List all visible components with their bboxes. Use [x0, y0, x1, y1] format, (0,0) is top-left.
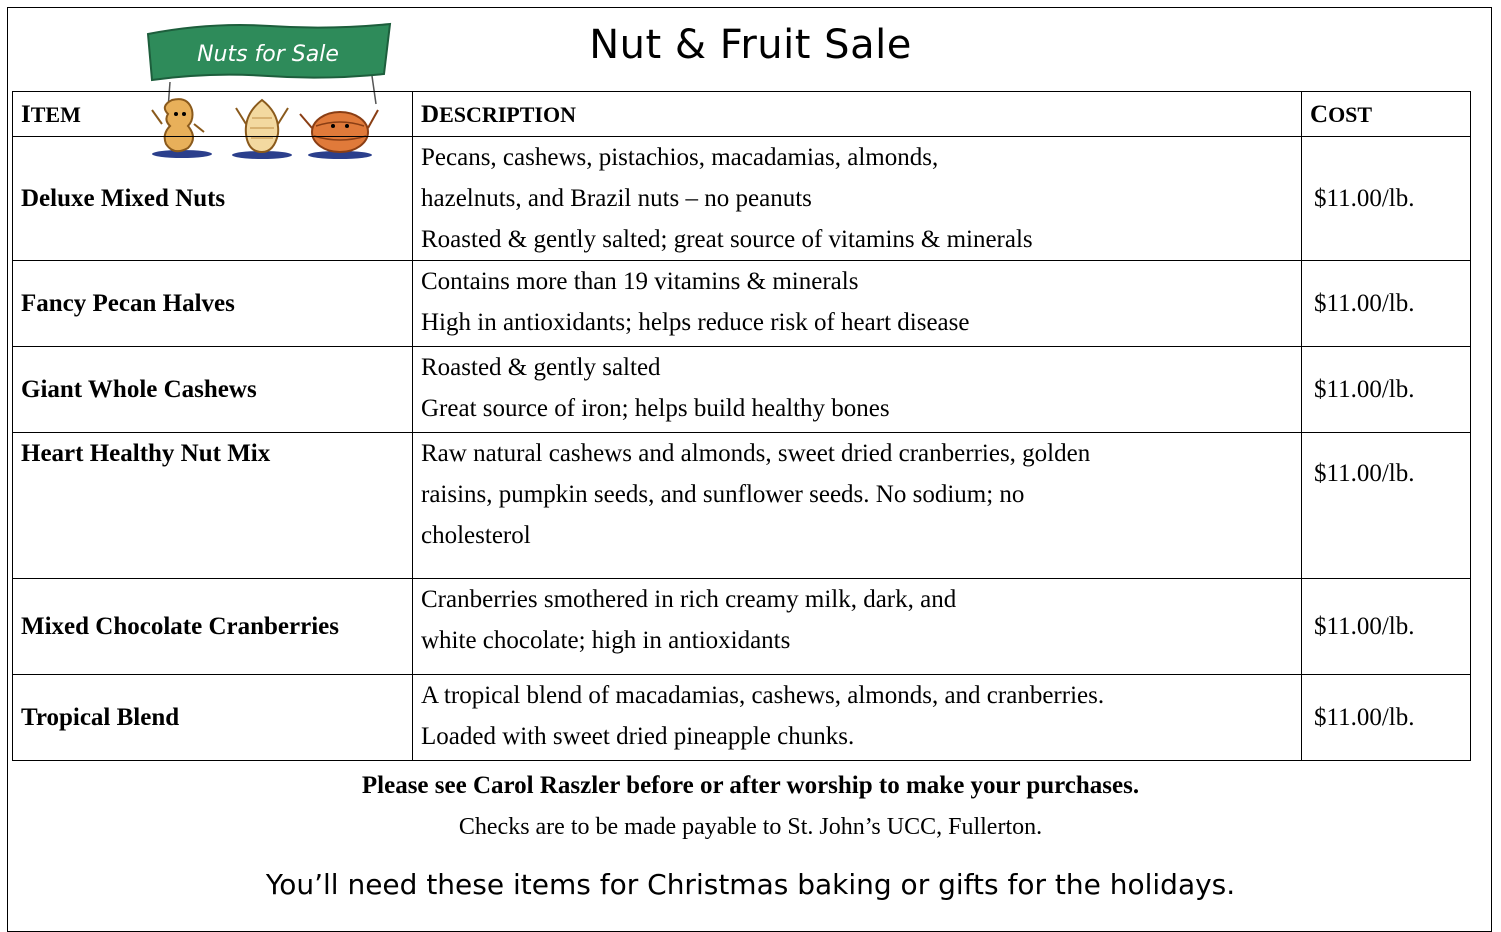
- table-row: [13, 137, 1471, 261]
- header-cost: COST: [1302, 92, 1471, 137]
- item-name: Deluxe Mixed Nuts: [13, 137, 413, 261]
- item-cost: $11.00/lb.: [1302, 347, 1471, 433]
- item-description: Roasted & gently salted Great source of iron; helps build healthy bones: [413, 347, 1302, 433]
- table-row: [13, 675, 1471, 761]
- item-cost: $11.00/lb.: [1302, 579, 1471, 675]
- item-description: Cranberries smothered in rich creamy milk, dark, and white chocolate; high in antioxidants: [413, 579, 1302, 675]
- payment-note: Checks are to be made payable to St. John’s UCC, Fullerton.: [458, 814, 1043, 840]
- item-cost: $11.00/lb.: [1302, 675, 1471, 761]
- table-row: [13, 579, 1471, 675]
- purchase-note: Please see Carol Raszler before or after worship to make your purchases.: [361, 772, 1140, 799]
- item-cost: $11.00/lb.: [1302, 261, 1471, 347]
- item-name: Tropical Blend: [13, 675, 413, 761]
- header-description: DESCRIPTION: [413, 92, 1302, 137]
- table-row: [13, 261, 1471, 347]
- page-title: Nut & Fruit Sale: [589, 22, 912, 68]
- table-row: [13, 347, 1471, 433]
- item-cost: $11.00/lb.: [1302, 433, 1471, 579]
- sign-text: Nuts for Sale: [197, 42, 339, 67]
- header-item: ITEM: [13, 92, 413, 137]
- item-description: Pecans, cashews, pistachios, macadamias, almonds, hazelnuts, and Brazil nuts – no peanuts Roasted & gently salted; great source of vitamins & minerals: [413, 137, 1302, 261]
- item-description: A tropical blend of macadamias, cashews, almonds, and cranberries. Loaded with sweet dried pineapple chunks.: [413, 675, 1302, 761]
- item-description: Raw natural cashews and almonds, sweet dried cranberries, golden raisins, pumpkin seeds, and sunflower seeds. No sodium; no cholesterol: [413, 433, 1302, 579]
- table-row: [13, 433, 1471, 579]
- item-description: Contains more than 19 vitamins & minerals High in antioxidants; helps reduce risk of heart disease: [413, 261, 1302, 347]
- item-name: Giant Whole Cashews: [13, 347, 413, 433]
- holiday-note: You’ll need these items for Christmas baking or gifts for the holidays.: [265, 868, 1236, 901]
- product-table: [12, 91, 1471, 761]
- item-name: Heart Healthy Nut Mix: [13, 433, 413, 579]
- item-cost: $11.00/lb.: [1302, 137, 1471, 261]
- item-name: Fancy Pecan Halves: [13, 261, 413, 347]
- item-name: Mixed Chocolate Cranberries: [13, 579, 413, 675]
- table-header-row: [13, 92, 1471, 137]
